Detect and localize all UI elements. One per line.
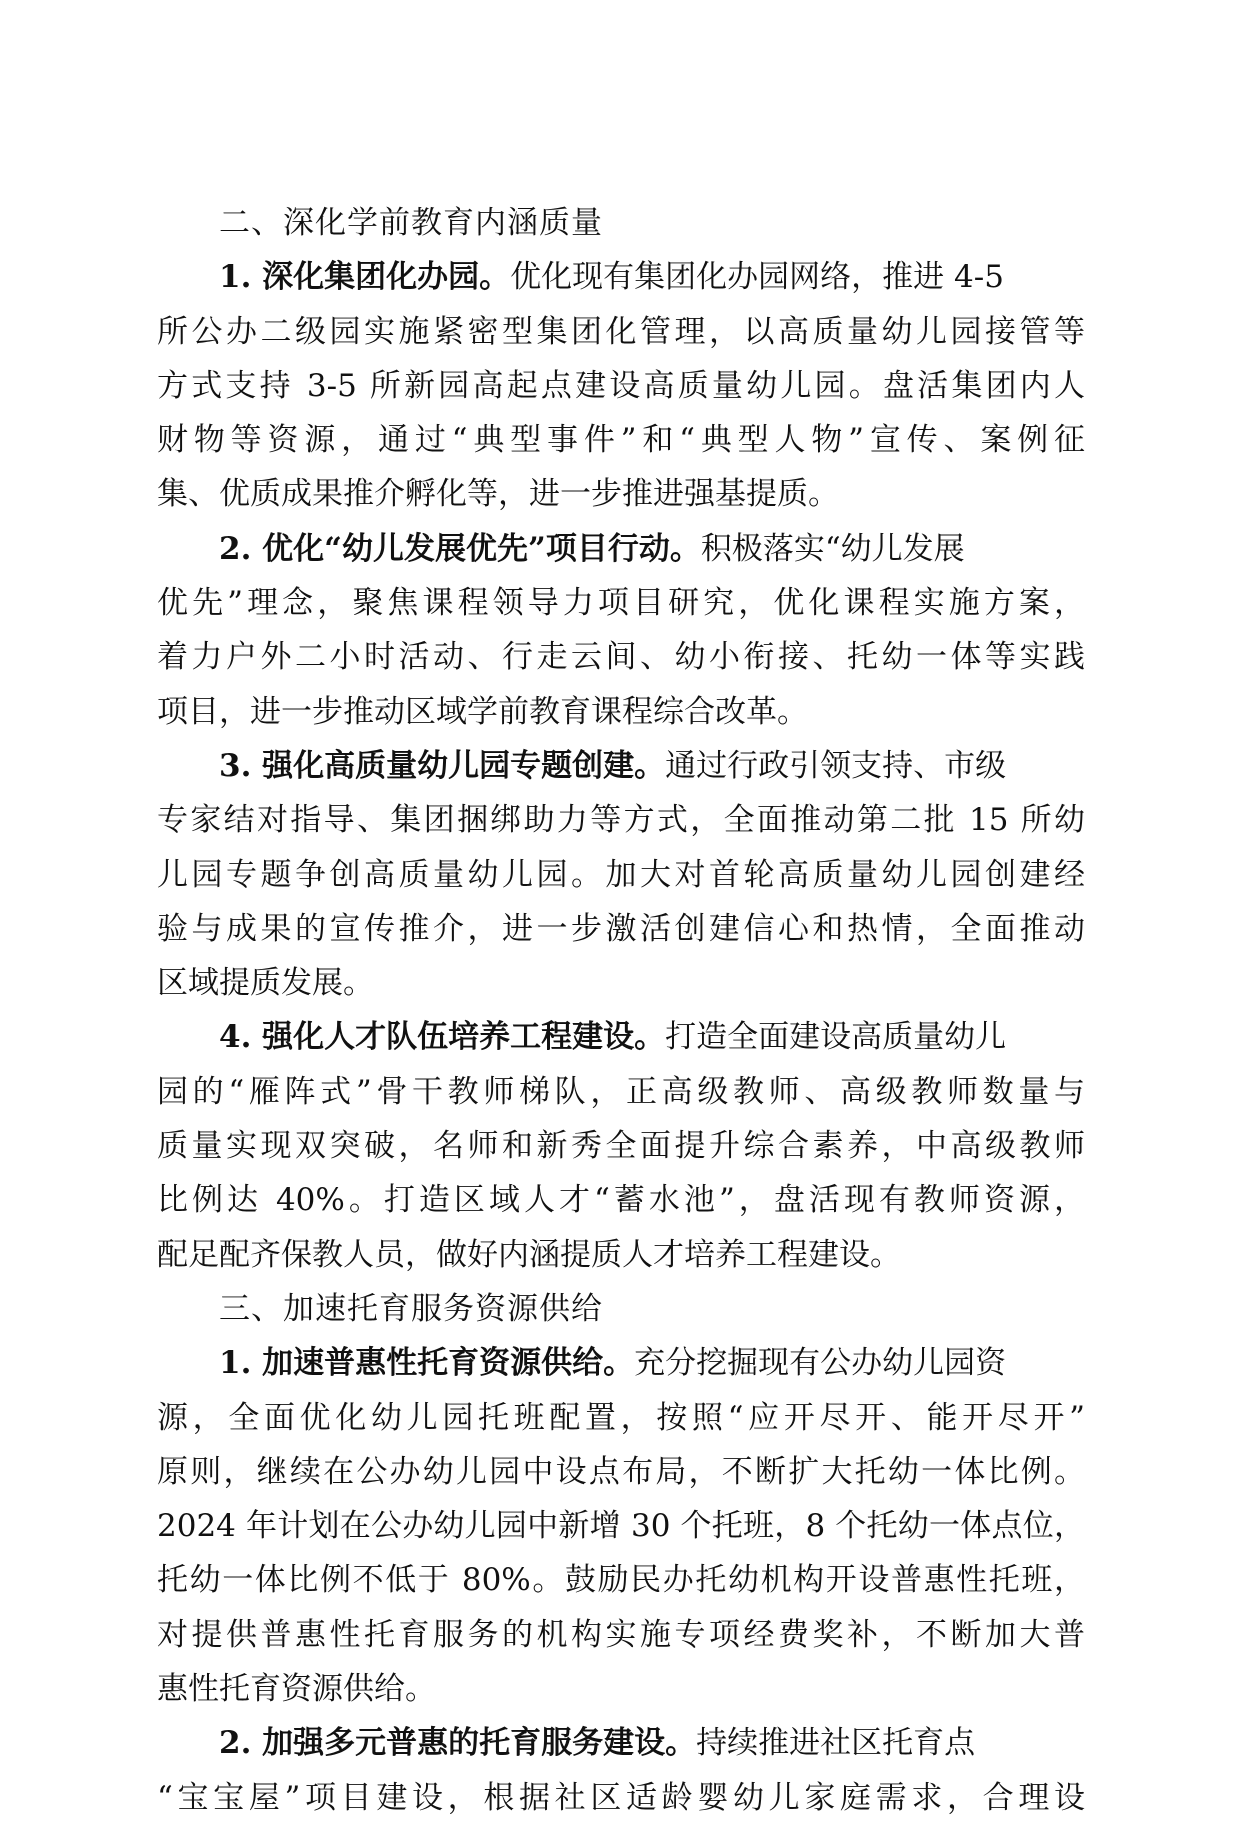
paragraph-line — [157, 739, 1085, 793]
item-text: 打造全面建设高质量幼儿 — [665, 1019, 1007, 1056]
section-heading: 二、深化学前教育内涵质量 — [219, 205, 603, 241]
paragraph-line: 集、优质成果推介孵化等，进一步推进强基提质。 — [157, 476, 839, 513]
paragraph-line: 项目，进一步推动区域学前教育课程综合改革。 — [157, 693, 808, 730]
paragraph-line: 比例达 40%。打造区域人才“蓄水池”，盘活现有教师资源， — [157, 1182, 1085, 1219]
paragraph-line: 源，全面优化幼儿园托班配置，按照“应开尽开、能开尽开” — [157, 1399, 1085, 1436]
item-title: 2. 优化“幼儿发展优先”项目行动。 — [219, 530, 701, 567]
item-text: 积极落实“幼儿发展 — [700, 530, 965, 567]
paragraph-line: 托幼一体比例不低于 80%。鼓励民办托幼机构开设普惠性托班， — [157, 1562, 1085, 1599]
paragraph-line: 验与成果的宣传推介，进一步激活创建信心和热情，全面推动 — [157, 910, 1085, 947]
paragraph-line: 对提供普惠性托育服务的机构实施专项经费奖补，不断加大普 — [157, 1616, 1085, 1653]
paragraph-line — [157, 250, 1085, 304]
paragraph-line: 优先”理念，聚焦课程领导力项目研究，优化课程实施方案， — [157, 585, 1085, 622]
paragraph-line: 配足配齐保教人员，做好内涵提质人才培养工程建设。 — [157, 1236, 901, 1273]
paragraph-line — [157, 1336, 1085, 1390]
paragraph-line: 财物等资源，通过“典型事件”和“典型人物”宣传、案例征 — [157, 422, 1085, 459]
paragraph-line — [157, 1716, 1085, 1770]
item-text: 优化现有集团化办园网络，推进 4-5 — [510, 259, 1004, 296]
paragraph-line: “宝宝屋”项目建设，根据社区适龄婴幼儿家庭需求，合理设 — [157, 1779, 1085, 1816]
paragraph-line: 区域提质发展。 — [157, 965, 374, 1002]
item-text: 通过行政引领支持、市级 — [665, 747, 1007, 784]
item-title: 1. 加速普惠性托育资源供给。 — [219, 1345, 635, 1382]
paragraph-line — [157, 522, 1085, 576]
paragraph-line: 专家结对指导、集团捆绑助力等方式，全面推动第二批 15 所幼 — [157, 802, 1085, 839]
paragraph-line: 儿园专题争创高质量幼儿园。加大对首轮高质量幼儿园创建经 — [157, 856, 1085, 893]
item-title: 3. 强化高质量幼儿园专题创建。 — [219, 747, 666, 784]
paragraph-line: 着力户外二小时活动、行走云间、幼小衔接、托幼一体等实践 — [157, 639, 1085, 676]
paragraph-line: 惠性托育资源供给。 — [157, 1671, 436, 1708]
paragraph-line: 所公办二级园实施紧密型集团化管理，以高质量幼儿园接管等 — [157, 313, 1085, 350]
item-text: 充分挖掘现有公办幼儿园资 — [634, 1345, 1007, 1382]
paragraph-line: 方式支持 3-5 所新园高起点建设高质量幼儿园。盘活集团内人 — [157, 367, 1085, 404]
paragraph-line: 园的“雁阵式”骨干教师梯队，正高级教师、高级教师数量与 — [157, 1073, 1085, 1110]
document-body — [157, 196, 1085, 1825]
section-heading: 三、加速托育服务资源供给 — [219, 1290, 603, 1327]
paragraph-line: 2024 年计划在公办幼儿园中新增 30 个托班，8 个托幼一体点位， — [157, 1508, 1085, 1545]
item-title: 2. 加强多元普惠的托育服务建设。 — [219, 1725, 697, 1762]
item-title: 1. 深化集团化办园。 — [219, 259, 511, 296]
paragraph-line: 质量实现双突破，名师和新秀全面提升综合素养，中高级教师 — [157, 1128, 1085, 1165]
paragraph-line: 原则，继续在公办幼儿园中设点布局，不断扩大托幼一体比例。 — [157, 1453, 1085, 1490]
item-text: 持续推进社区托育点 — [696, 1725, 976, 1762]
item-title: 4. 强化人才队伍培养工程建设。 — [219, 1019, 666, 1056]
paragraph-line — [157, 1010, 1085, 1064]
